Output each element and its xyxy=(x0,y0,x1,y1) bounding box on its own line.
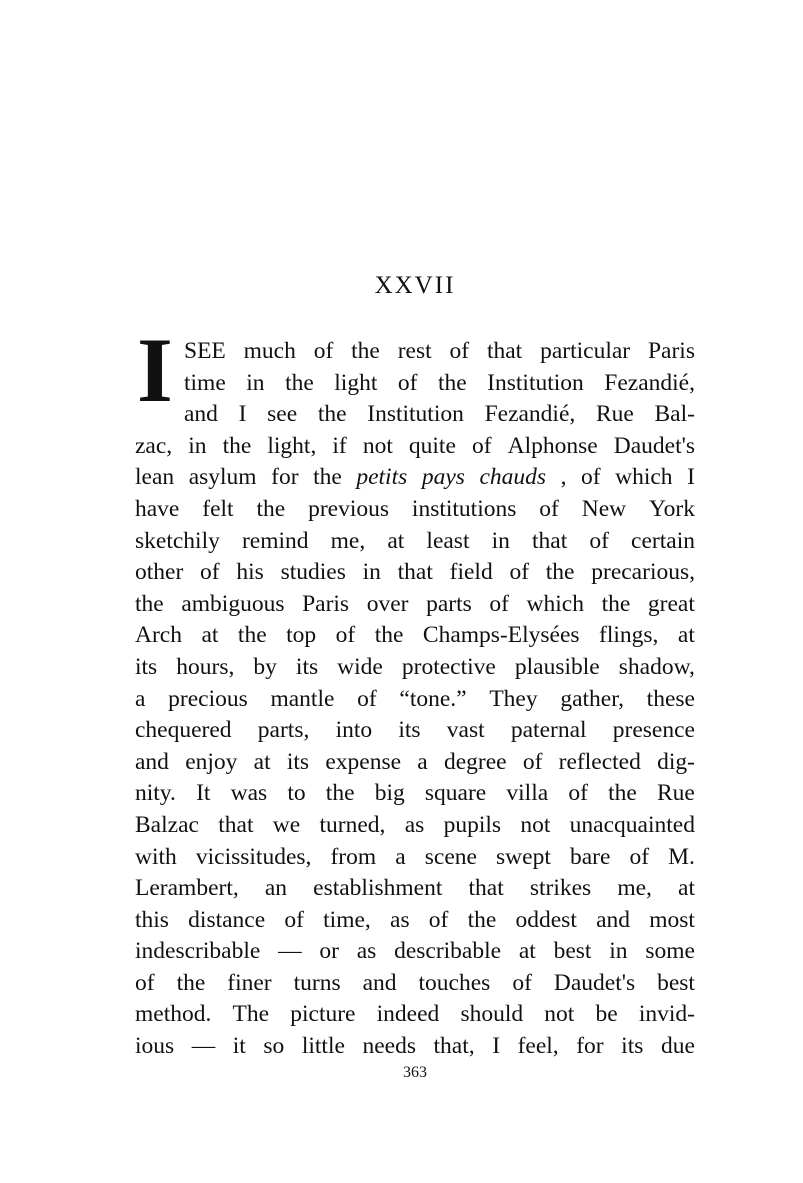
word: this xyxy=(135,906,169,933)
word: was xyxy=(230,780,268,807)
word: quite xyxy=(408,432,456,459)
word: touches xyxy=(418,969,491,996)
word: into xyxy=(335,717,373,744)
word: petits xyxy=(356,464,408,491)
text-line xyxy=(184,336,695,368)
word: the xyxy=(317,401,347,428)
word: top xyxy=(286,622,317,649)
word: his xyxy=(236,559,264,586)
word: swept xyxy=(496,843,551,870)
word: turned, xyxy=(319,811,386,838)
word: pupils xyxy=(443,811,502,838)
word: of xyxy=(471,432,492,459)
word: flings, xyxy=(599,622,659,649)
word: describable xyxy=(394,938,502,965)
word: Arch xyxy=(135,622,182,649)
word: that, xyxy=(433,1033,475,1060)
word: invid- xyxy=(638,1001,695,1028)
word: vast xyxy=(446,717,485,744)
word: a xyxy=(417,748,428,775)
text-line xyxy=(135,526,695,558)
word: the xyxy=(374,622,404,649)
word: Balzac xyxy=(135,811,199,838)
word: Institution xyxy=(367,401,464,428)
word: — xyxy=(278,938,302,965)
word: of xyxy=(357,685,377,712)
word: the xyxy=(176,969,206,996)
word: a xyxy=(135,685,146,712)
word: that xyxy=(486,338,523,364)
word: remind xyxy=(241,527,309,554)
word: of xyxy=(580,464,601,491)
word: They xyxy=(489,685,538,712)
word: its xyxy=(621,1033,644,1060)
word: reflected xyxy=(558,748,641,775)
word: Fezandié, xyxy=(604,369,695,396)
word: not xyxy=(544,1001,575,1028)
word: the xyxy=(222,432,252,459)
word: SEE xyxy=(184,338,226,364)
word: best xyxy=(553,938,592,965)
word: most xyxy=(649,906,695,933)
word: that xyxy=(468,875,504,902)
text-line xyxy=(135,620,695,652)
text-line xyxy=(135,999,695,1031)
word: of xyxy=(428,906,449,933)
word: me, xyxy=(617,875,652,902)
word: chauds xyxy=(479,464,547,491)
word: precious xyxy=(168,685,248,712)
body-text xyxy=(135,336,695,1063)
word: of xyxy=(589,527,609,554)
word: certain xyxy=(631,527,695,554)
word: which xyxy=(615,464,673,491)
text-line xyxy=(135,589,695,621)
word: New xyxy=(581,495,627,522)
word: indescribable xyxy=(135,938,261,965)
word: its xyxy=(135,653,158,680)
word: mantle xyxy=(270,685,335,712)
word: that xyxy=(397,559,433,586)
word: a xyxy=(395,843,406,870)
word: Rue xyxy=(657,780,695,807)
word: vicissitudes, xyxy=(195,843,312,870)
word: me, xyxy=(330,527,366,554)
word: that xyxy=(532,527,568,554)
word: its xyxy=(295,653,319,680)
word: previous xyxy=(308,495,390,522)
drop-cap: I xyxy=(137,319,173,421)
word: its xyxy=(398,717,421,744)
word: the xyxy=(351,338,380,364)
word: due xyxy=(660,1033,695,1060)
word: at xyxy=(678,875,695,902)
word: needs xyxy=(362,1033,416,1060)
chapter-heading: XXVII xyxy=(374,272,456,299)
word: parts xyxy=(426,590,472,617)
word: of xyxy=(539,495,559,522)
word: ious xyxy=(135,1033,175,1060)
word: Champs-Elysées xyxy=(422,622,580,649)
word: rest xyxy=(397,338,432,364)
word: Bal- xyxy=(654,401,695,428)
word: if xyxy=(332,432,347,459)
word: by xyxy=(253,653,277,680)
word: of xyxy=(284,906,304,933)
word: studies xyxy=(280,559,346,586)
word: M. xyxy=(668,843,695,870)
word: light xyxy=(334,369,378,396)
word: method. xyxy=(135,1001,212,1028)
word: its xyxy=(286,748,310,775)
word: much xyxy=(243,338,296,364)
word: little xyxy=(301,1033,345,1060)
word: villa xyxy=(506,780,549,807)
word: I xyxy=(492,1033,501,1060)
word: for xyxy=(271,464,299,491)
word: for xyxy=(576,1033,604,1060)
word: the xyxy=(437,369,467,396)
word: plausible xyxy=(514,653,600,680)
word: expense xyxy=(325,748,402,775)
word: asylum xyxy=(188,464,257,491)
word: Rue xyxy=(595,401,634,428)
word: pays xyxy=(421,464,465,491)
word: to xyxy=(287,780,306,807)
word: of xyxy=(489,590,509,617)
word: the xyxy=(256,495,286,522)
word: scene xyxy=(424,843,477,870)
word: lean xyxy=(135,464,175,491)
word: or xyxy=(319,938,339,965)
word: “tone.” xyxy=(399,685,467,712)
word: oddest xyxy=(515,906,577,933)
word: of xyxy=(335,622,356,649)
word: Paris xyxy=(647,338,695,364)
word: — xyxy=(191,1033,216,1060)
word: enjoy xyxy=(185,748,238,775)
word: York xyxy=(649,495,695,522)
word: of xyxy=(449,338,470,364)
word: Lerambert, xyxy=(135,875,239,902)
word: over xyxy=(366,590,409,617)
word: light, xyxy=(267,432,317,459)
text-line xyxy=(135,810,695,842)
text-line xyxy=(135,873,695,905)
word: square xyxy=(424,780,487,807)
word: at xyxy=(518,938,536,965)
word: Institution xyxy=(487,369,584,396)
word: nity. xyxy=(135,780,176,807)
word: unacquainted xyxy=(569,811,695,838)
word: particular xyxy=(540,338,631,364)
word: an xyxy=(264,875,288,902)
word: bare xyxy=(569,843,611,870)
word: so xyxy=(263,1033,285,1060)
word: the xyxy=(135,590,164,617)
text-line xyxy=(135,778,695,810)
word: at xyxy=(201,622,219,649)
text-line xyxy=(135,431,695,463)
word: the xyxy=(237,622,267,649)
word: in xyxy=(491,527,510,554)
text-line xyxy=(135,747,695,779)
text-line xyxy=(135,842,695,874)
word: felt xyxy=(202,495,234,522)
text-line xyxy=(135,557,695,589)
word: see xyxy=(267,401,298,428)
text-line xyxy=(135,684,695,716)
word: not xyxy=(520,811,551,838)
word: hours, xyxy=(176,653,235,680)
word: Daudet's xyxy=(613,432,695,459)
text-line xyxy=(184,368,695,400)
word: and xyxy=(135,748,169,775)
text-line xyxy=(135,715,695,747)
word: Daudet's xyxy=(553,969,636,996)
word: the xyxy=(467,906,497,933)
word: of xyxy=(313,338,334,364)
word: presence xyxy=(612,717,695,744)
word: of xyxy=(397,369,418,396)
word: from xyxy=(330,843,377,870)
word: the xyxy=(545,559,575,586)
word: as xyxy=(356,938,377,965)
word: I xyxy=(687,464,695,491)
word: The xyxy=(232,1001,270,1028)
word: Paris xyxy=(302,590,350,617)
word: which xyxy=(526,590,584,617)
word: feel, xyxy=(517,1033,559,1060)
word: Alphonse xyxy=(507,432,598,459)
word: as xyxy=(404,811,425,838)
word: of xyxy=(629,843,650,870)
word: at xyxy=(253,748,271,775)
word: that xyxy=(218,811,254,838)
word: great xyxy=(647,590,695,617)
word: at xyxy=(387,527,405,554)
word: be xyxy=(595,1001,618,1028)
word: best xyxy=(657,969,695,996)
word: at xyxy=(677,622,695,649)
word: with xyxy=(135,843,177,870)
word: protective xyxy=(401,653,496,680)
word: turns xyxy=(293,969,341,996)
word: not xyxy=(362,432,393,459)
word: zac, xyxy=(135,432,173,459)
word: the xyxy=(285,369,314,396)
text-line xyxy=(135,905,695,937)
word: indeed xyxy=(376,1001,440,1028)
text-line xyxy=(135,494,695,526)
word: gather, xyxy=(560,685,624,712)
word: degree xyxy=(443,748,507,775)
word: big xyxy=(374,780,405,807)
word: should xyxy=(460,1001,524,1028)
word: the xyxy=(325,780,355,807)
word: paternal xyxy=(510,717,587,744)
word: sketchily xyxy=(135,527,220,554)
word: and xyxy=(184,401,218,428)
word: of xyxy=(522,748,543,775)
word: the xyxy=(608,780,637,807)
word: dig- xyxy=(657,748,695,775)
word: distance xyxy=(188,906,266,933)
word: have xyxy=(135,495,180,522)
word: the xyxy=(313,464,342,491)
word: in xyxy=(188,432,207,459)
word: of xyxy=(568,780,588,807)
word: of xyxy=(509,559,530,586)
word: some xyxy=(645,938,695,965)
word: of xyxy=(135,969,155,996)
word: of xyxy=(512,969,532,996)
word: in xyxy=(362,559,381,586)
word: ambiguous xyxy=(181,590,285,617)
word: field xyxy=(449,559,493,586)
word: these xyxy=(646,685,695,712)
text-line xyxy=(135,1031,695,1063)
word: parts, xyxy=(257,717,310,744)
word: institutions xyxy=(411,495,517,522)
word: as xyxy=(390,906,410,933)
word: It xyxy=(196,780,211,807)
word: time, xyxy=(323,906,371,933)
word: shadow, xyxy=(618,653,695,680)
word: it xyxy=(232,1033,246,1060)
text-line xyxy=(135,936,695,968)
word: the xyxy=(601,590,631,617)
word: picture xyxy=(290,1001,356,1028)
word: Fezandié, xyxy=(484,401,576,428)
word: other xyxy=(135,559,184,586)
word: finer xyxy=(227,969,272,996)
word: , xyxy=(560,464,567,491)
page-number: 363 xyxy=(403,1064,427,1081)
word: we xyxy=(272,811,301,838)
word: wide xyxy=(337,653,383,680)
text-line xyxy=(135,652,695,684)
word: in xyxy=(609,938,628,965)
text-line xyxy=(135,462,695,494)
word: time xyxy=(184,369,226,396)
word: least xyxy=(426,527,470,554)
word: in xyxy=(246,369,265,396)
word: I xyxy=(238,401,247,428)
word: precarious, xyxy=(591,559,695,586)
word: and xyxy=(596,906,630,933)
word: strikes xyxy=(529,875,592,902)
word: establishment xyxy=(313,875,443,902)
text-line xyxy=(184,399,695,431)
text-line xyxy=(135,968,695,1000)
word: of xyxy=(200,559,220,586)
word: chequered xyxy=(135,717,232,744)
word: and xyxy=(362,969,397,996)
